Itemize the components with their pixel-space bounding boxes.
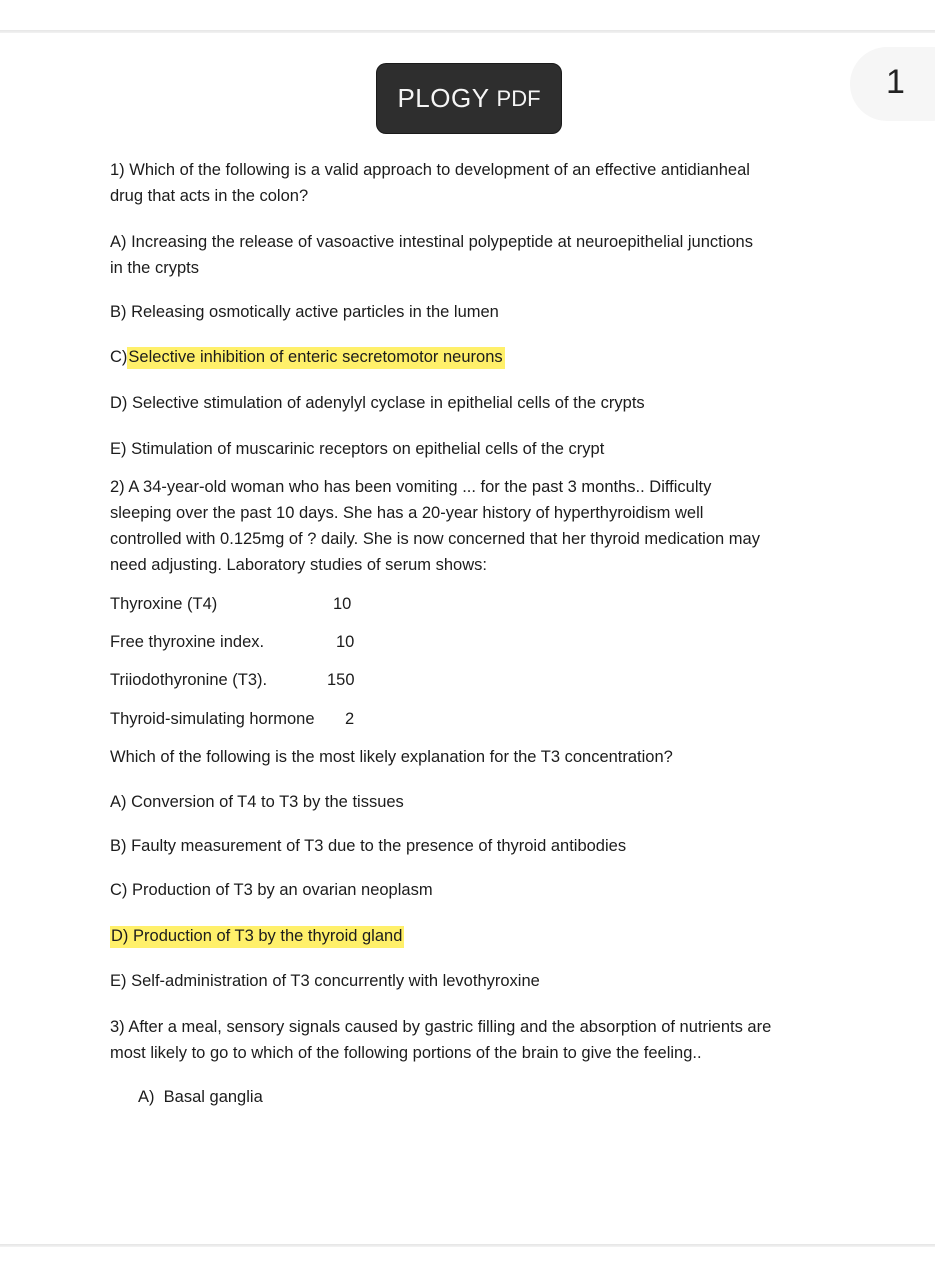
page-number: 1	[886, 63, 905, 101]
question-1-stem-line: 1) Which of the following is a valid approach to development of an effective antidianheal	[110, 161, 750, 179]
q1-option-e	[110, 436, 604, 462]
top-divider	[0, 30, 935, 33]
option-label: C)	[110, 881, 128, 899]
logo-suffix: PDF	[496, 85, 541, 111]
question-2-stem-line: sleeping over the past 10 days. She has a 20-year history of hyperthyroidism well	[110, 504, 704, 522]
q2-option-b	[110, 833, 626, 859]
q2-option-c	[110, 877, 433, 903]
option-text: Conversion of T4 to T3 by the tissues	[131, 793, 404, 811]
option-label: D)	[111, 927, 129, 945]
option-label: B)	[110, 303, 127, 321]
option-text: Faulty measurement of T3 due to the presence of thyroid antibodies	[131, 837, 627, 855]
option-label: C)	[110, 348, 128, 366]
q1-option-a-continued: in the crypts	[110, 259, 199, 277]
option-label: E)	[110, 440, 127, 458]
q2-option-a	[110, 789, 404, 815]
lab-value: 10	[336, 633, 355, 651]
question-2-stem-line: need adjusting. Laboratory studies of serum shows:	[110, 556, 487, 574]
option-text: Releasing osmotically active particles in the lumen	[131, 303, 499, 321]
question-2-stem-line: controlled with 0.125mg of ? daily. She is now concerned that her thyroid medication may	[110, 530, 760, 548]
question-3-stem-line: 3) After a meal, sensory signals caused by gastric filling and the absorption of nutrients are	[110, 1018, 772, 1036]
option-text: Production of T3 by an ovarian neoplasm	[132, 881, 433, 899]
question-2-stem-line: 2) A 34-year-old woman who has been vomiting ... for the past 3 months.. Difficulty	[110, 478, 712, 496]
highlighted-answer: Selective inhibition of enteric secretomotor neurons	[127, 347, 504, 369]
option-label: A)	[138, 1088, 155, 1106]
plogy-pdf-logo	[376, 63, 562, 134]
option-label: A)	[110, 793, 127, 811]
lab-name: Triiodothyronine (T3).	[110, 671, 268, 689]
option-text: Production of T3 by the thyroid gland	[133, 927, 403, 945]
q1-option-a	[110, 229, 753, 255]
q1-option-d	[110, 390, 645, 416]
option-text: Basal ganglia	[163, 1088, 263, 1106]
option-text: Selective stimulation of adenylyl cyclase in epithelial cells of the crypts	[132, 394, 645, 412]
q1-option-c	[110, 344, 505, 370]
logo-brand: PLOGY	[397, 83, 490, 113]
option-text: Stimulation of muscarinic receptors on epithelial cells of the crypt	[131, 440, 605, 458]
lab-value: 150	[327, 671, 355, 689]
option-label: D)	[110, 394, 128, 412]
question-2-prompt: Which of the following is the most likely explanation for the T3 concentration?	[110, 748, 673, 766]
lab-value: 10	[333, 595, 352, 613]
highlighted-answer	[110, 926, 404, 948]
question-3-stem-line: most likely to go to which of the following portions of the brain to give the feeling..	[110, 1044, 702, 1062]
option-label: E)	[110, 972, 127, 990]
option-text: Increasing the release of vasoactive intestinal polypeptide at neuroepithelial junctions	[131, 233, 753, 251]
lab-name: Thyroxine (T4)	[110, 595, 218, 613]
lab-name: Thyroid-simulating hormone	[110, 710, 315, 728]
option-text: Self-administration of T3 concurrently with levothyroxine	[131, 972, 540, 990]
q2-option-e	[110, 968, 540, 994]
q1-option-b	[110, 299, 499, 325]
bottom-divider	[0, 1244, 935, 1247]
lab-name: Free thyroxine index.	[110, 633, 265, 651]
lab-value: 2	[345, 710, 355, 728]
question-1-stem-line: drug that acts in the colon?	[110, 187, 309, 205]
q3-option-a	[138, 1084, 263, 1110]
q2-option-d	[110, 923, 404, 949]
option-label: A)	[110, 233, 127, 251]
option-label: B)	[110, 837, 127, 855]
